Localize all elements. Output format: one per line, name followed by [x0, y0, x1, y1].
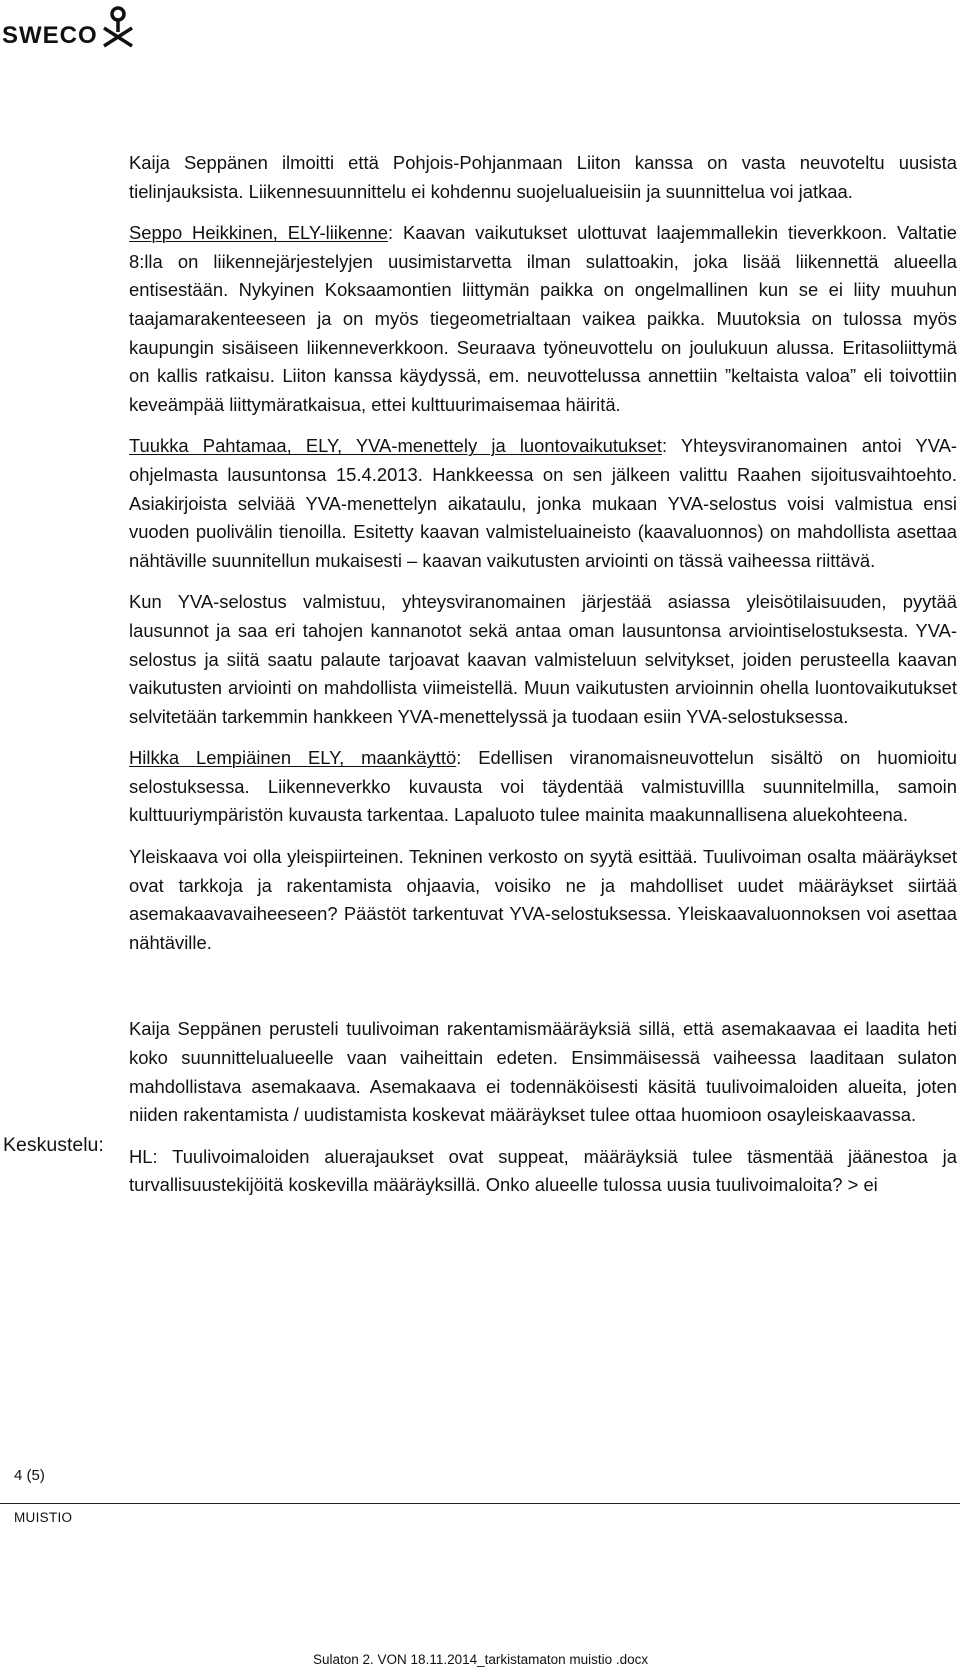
section-label-keskustelu: Keskustelu:	[3, 1134, 104, 1156]
speaker-seppo-heikkinen: Seppo Heikkinen, ELY-liikenne	[129, 222, 388, 244]
paragraph-3-text: : Yhteysviranomainen antoi YVA-ohjelmasta lausuntonsa 15.4.2013. Hankkeessa on sen jälkeen valittu Raahen sijoitusvaihtoehto. Asiakirjoista selviää YVA-menettelyn aikataulu, jonka mukaan YVA-selostus voisi valmistua ensi vuoden puolivälin tienoilla. Esitetty kaavan valmisteluaineisto (kaavaluonnos) on mahdollista asettaa nähtäville suunnitellun mukaisesti – kaavan vaikutusten arviointi on tässä vaiheessa riittävä.	[129, 435, 957, 571]
sweco-symbol-icon	[100, 6, 140, 48]
paragraph-5	[129, 744, 957, 830]
paragraph-1: Kaija Seppänen ilmoitti että Pohjois-Pohjanmaan Liiton kanssa on vasta neuvoteltu uusista tielinjauksista. Liikennesuunnittelu ei kohdennu suojelualueisiin ja suunnittelua voi jatkaa.	[129, 152, 957, 202]
paragraph-2-text: : Kaavan vaikutukset ulottuvat laajemmallekin tieverkkoon. Valtatie 8:lla on liikennejärjestelyjen uusimistarvetta ilman sulattoakin, joka lisää liikennettä alueella entisestään. Nykyinen Koksaamontien liittymän paikka on ongelmallinen kun se ei liity muuhun taajamarakenteeseen ja on myös tiegeometrialtaan vaikea paikka. Muutoksia on tulossa myös kaupungin sisäiseen liikenneverkkoon. Seuraava työneuvottelu on joulukuun alussa. Eritasoliittymä on kallis ratkaisu. Liiton kanssa käydyssä, em. neuvottelussa annettiin ”keltaista valoa” eli toivottiin keveämpää liittymäratkaisua, ettei kulttuurimaisemaa häiritä.	[129, 222, 958, 415]
speaker-hilkka-lempiainen: Hilkka Lempiäinen ELY, maankäyttö	[129, 747, 457, 769]
paragraph-3	[129, 432, 957, 575]
paragraph-5-text: : Edellisen viranomaisneuvottelun sisältö on huomioitu selostuksessa. Liikenneverkko kuvausta voi täydentää valmistuvillla suunnitelmilla, samoin kulttuuriympäristön kuvausta tarkentaa. Lapaluoto tulee mainita maakunnallisena aluekohteena.	[129, 747, 957, 826]
logo-text: SWECO	[2, 22, 98, 49]
discussion-content	[129, 149, 957, 1213]
sweco-logo	[2, 4, 152, 48]
paragraph-7: Kaija Seppänen perusteli tuulivoiman rakentamismääräyksiä sillä, että asemakaavaa ei laadita heti koko suunnittelualueelle vaan vaiheittain edeten. Ensimmäisessä vaiheessa laaditaan sulaton mahdollistava asemakaava. Asemakaava ei todennäköisesti käsitä tuulivoimaloiden alueita, joten niiden rakentamista / uudistamista koskevat määräykset tulee ottaa huomioon osayleiskaavassa.	[129, 1018, 957, 1126]
paragraph-4: Kun YVA-selostus valmistuu, yhteysviranomainen järjestää asiassa yleisötilaisuuden, pyytää lausunnot ja saa eri tahojen kannanotot sekä antaa oman lausuntonsa arviointiselostuksesta. YVA-selostus ja siitä saatu palaute tarjoavat kaavan valmisteluun selvitykset, joiden perusteella kaavan vaikutusten arviointi on mahdollista viimeistellä. Muun vaikutusten arvioinnin ohella luontovaikutukset selvitetään tarkemmin hankkeen YVA-menettelyssä ja tuodaan esiin YVA-selostuksessa.	[129, 591, 957, 727]
footer-divider	[0, 1503, 960, 1504]
speaker-tuukka-pahtamaa: Tuukka Pahtamaa, ELY, YVA-menettely ja luontovaikutukset	[129, 435, 662, 457]
footer-filename: Sulaton 2. VON 18.11.2014_tarkistamaton muistio .docx	[313, 1652, 649, 1667]
page-number: 4 (5)	[14, 1467, 45, 1484]
paragraph-2	[129, 219, 957, 419]
document-type: MUISTIO	[14, 1510, 73, 1525]
paragraph-8: HL: Tuulivoimaloiden aluerajaukset ovat suppeat, määräyksiä tulee täsmentää jäänestoa ja turvallisuustekijöitä koskevilla määräyksillä. Onko alueelle tulossa uusia tuulivoimaloita? > ei	[129, 1145, 957, 1196]
paragraph-6: Yleiskaava voi olla yleispiirteinen. Tekninen verkosto on syytä esittää. Tuulivoiman osalta määräykset ovat tarkkoja ja rakentamista ohjaavia, voisiko ne ja mahdolliset uudet määräykset siirtää asemakaavavaiheeseen? Päästöt tarkentuvat YVA-selostuksessa. Yleiskaavaluonnoksen voi asettaa nähtäville.	[129, 846, 957, 953]
